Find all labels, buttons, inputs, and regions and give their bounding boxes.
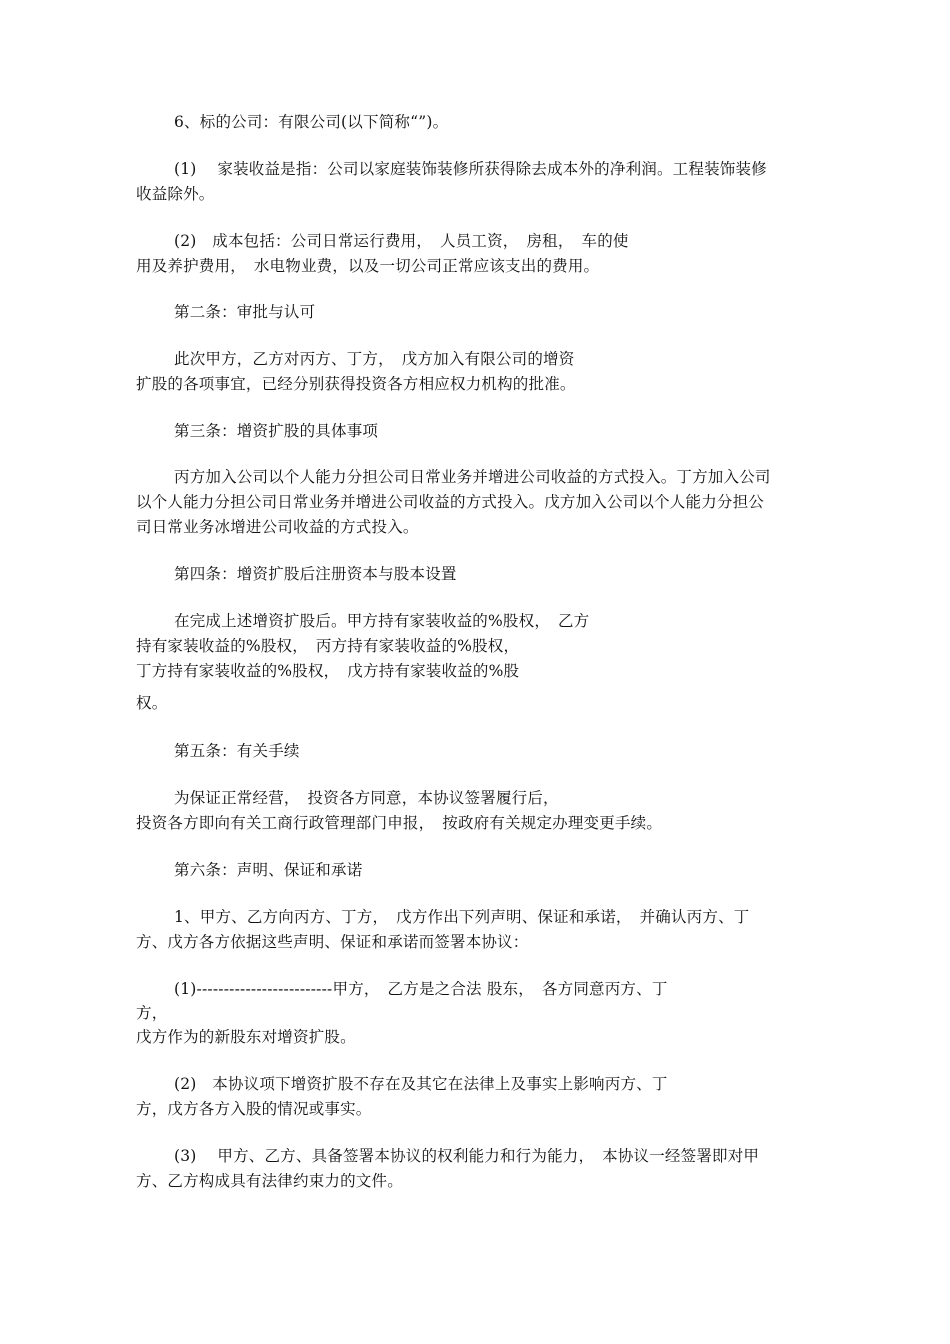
article-6-clause-1-line-1: (1)-------------------------甲方， 乙方是之合法 股东， 各方同意丙方、丁 [174, 980, 668, 998]
article-4-line-2: 持有家装收益的%股权， 丙方持有家装收益的%股权， [136, 637, 520, 655]
definition-1-line-1: (1) 家装收益是指：公司以家庭装饰装修所获得除去成本外的净利润。工程装饰装修 [174, 160, 767, 178]
article-3-title: 第三条：增资扩股的具体事项 [174, 422, 379, 440]
definition-2-line-1: (2) 成本包括：公司日常运行费用， 人员工资， 房租， 车的使 [174, 232, 629, 250]
article-4-line-1: 在完成上述增资扩股后。甲方持有家装收益的%股权， 乙方 [174, 612, 590, 630]
article-6-title: 第六条：声明、保证和承诺 [174, 861, 363, 879]
article-2-line-1: 此次甲方，乙方对丙方、丁方， 戊方加入有限公司的增资 [174, 350, 575, 368]
article-5-title: 第五条：有关手续 [174, 742, 300, 760]
article-5-line-2: 投资各方即向有关工商行政管理部门申报， 按政府有关规定办理变更手续。 [136, 814, 663, 832]
article-5-line-1: 为保证正常经营， 投资各方同意，本协议签署履行后， [174, 789, 559, 807]
item-6-line: 6、标的公司：有限公司(以下简称“”)。 [174, 113, 449, 131]
article-6-para-1-line-1: 1、甲方、乙方向丙方、丁方， 戊方作出下列声明、保证和承诺， 并确认丙方、丁 [174, 908, 750, 926]
article-3-line-3: 司日常业务冰增进公司收益的方式投入。 [136, 518, 419, 536]
article-3-line-2: 以个人能力分担公司日常业务并增进公司收益的方式投入。戊方加入公司以个人能力分担公 [136, 493, 765, 511]
article-6-clause-3-line-1: (3) 甲方、乙方、具备签署本协议的权利能力和行为能力， 本协议一经签署即对甲 [174, 1147, 760, 1165]
article-4-line-4: 权。 [136, 694, 168, 712]
article-6-clause-2-line-1: (2) 本协议项下增资扩股不存在及其它在法律上及事实上影响丙方、丁 [174, 1075, 668, 1093]
article-4-title: 第四条：增资扩股后注册资本与股本设置 [174, 565, 457, 583]
article-6-clause-1-line-3: 戊方作为的新股东对增资扩股。 [136, 1028, 356, 1046]
article-3-line-1: 丙方加入公司以个人能力分担公司日常业务并增进公司收益的方式投入。丁方加入公司 [174, 468, 771, 486]
definition-2-line-2: 用及养护费用， 水电物业费，以及一切公司正常应该支出的费用。 [136, 257, 600, 275]
article-6-clause-3-line-2: 方、乙方构成具有法律约束力的文件。 [136, 1172, 403, 1190]
article-6-para-1-line-2: 方、戊方各方依据这些声明、保证和承诺而签署本协议： [136, 933, 529, 951]
article-2-line-2: 扩股的各项事宜，已经分别获得投资各方相应权力机构的批准。 [136, 375, 576, 393]
article-4-line-3: 丁方持有家装收益的%股权， 戊方持有家装收益的%股 [136, 662, 520, 680]
article-2-title: 第二条：审批与认可 [174, 303, 316, 321]
article-6-clause-1-line-2: 方， [136, 1004, 168, 1022]
article-6-clause-2-line-2: 方，戊方各方入股的情况或事实。 [136, 1100, 372, 1118]
definition-1-line-2: 收益除外。 [136, 185, 215, 203]
